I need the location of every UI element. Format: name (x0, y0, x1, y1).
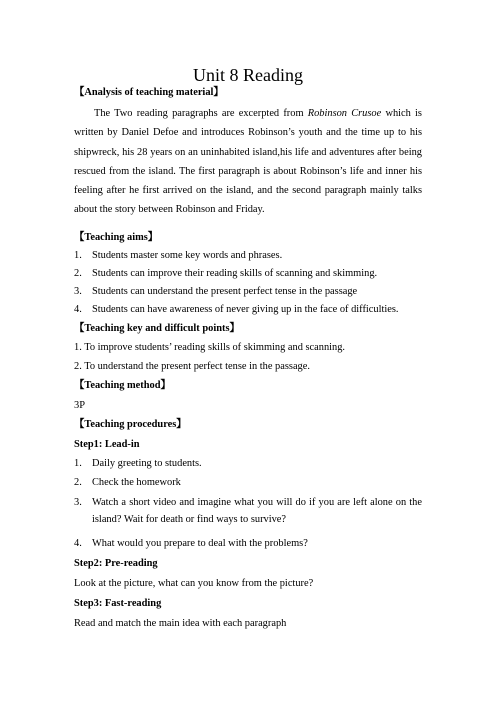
key-points-heading: 【Teaching key and difficult points】 (74, 323, 240, 334)
aims-item-number: 2. (74, 268, 82, 279)
step1-item-number: 2. (74, 477, 82, 488)
aims-item-text: Students can improve their reading skills of scanning and skimming. (92, 268, 378, 279)
method-text: 3P (74, 400, 85, 411)
book-title: Robinson Crusoe (307, 108, 382, 119)
key-point-item: 2. To understand the present perfect tense in the passage. (74, 361, 310, 372)
aims-item (74, 267, 422, 280)
aims-item-number: 1. (74, 250, 82, 261)
aims-item (74, 303, 422, 316)
step1-item (74, 476, 422, 489)
step1-item-number: 3. (74, 497, 82, 508)
analysis-text-before: The Two reading paragraphs are excerpted from (94, 108, 308, 119)
method-heading: 【Teaching method】 (74, 380, 171, 391)
aims-heading: 【Teaching aims】 (74, 232, 159, 243)
step1-heading: Step1: Lead-in (74, 439, 140, 450)
step2-heading: Step2: Pre-reading (74, 558, 158, 569)
aims-item-text: Students can understand the present perfect tense in the passage (92, 286, 358, 297)
aims-item (74, 249, 422, 262)
step1-item (74, 494, 422, 528)
analysis-heading: 【Analysis of teaching material】 (74, 87, 224, 98)
step1-item-text: Watch a short video and imagine what you will do if you are left alone on the island? Wait for death or find ways to survive? (92, 497, 422, 525)
aims-item-text: Students master some key words and phrases. (92, 250, 283, 261)
analysis-paragraph (74, 104, 422, 220)
step3-text: Read and match the main idea with each paragraph (74, 618, 287, 629)
step1-item-number: 1. (74, 458, 82, 469)
procedures-heading: 【Teaching procedures】 (74, 419, 187, 430)
aims-item-number: 4. (74, 304, 82, 315)
step1-item-text: Daily greeting to students. (92, 458, 202, 469)
step1-item (74, 457, 422, 470)
aims-item-number: 3. (74, 286, 82, 297)
step3-heading: Step3: Fast-reading (74, 598, 162, 609)
analysis-text-after: which is written by Daniel Defoe and introduces Robinson’s youth and the time up to his shipwreck, his 28 years on an uninhabited island,his life and adventures after being rescued from the island. The first paragraph is about Robinson’s life and inner his feeling after he first arrived on the island, and the second paragraph mainly talks about the story between Robinson and Friday. (74, 108, 422, 216)
key-point-item: 1. To improve students’ reading skills of skimming and scanning. (74, 342, 346, 353)
step1-item-text: What would you prepare to deal with the problems? (92, 538, 308, 549)
step1-item-number: 4. (74, 538, 82, 549)
aims-item (74, 285, 422, 298)
step2-text: Look at the picture, what can you know from the picture? (74, 578, 314, 589)
step1-item (74, 537, 422, 550)
step1-item-text: Check the homework (92, 477, 181, 488)
aims-item-text: Students can have awareness of never giving up in the face of difficulties. (92, 304, 399, 315)
page-title: Unit 8 Reading (193, 65, 303, 85)
